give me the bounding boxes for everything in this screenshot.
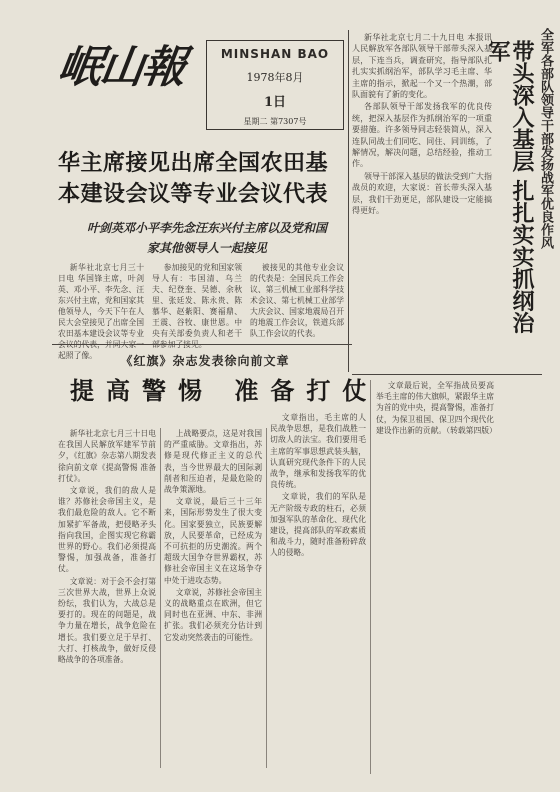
paragraph: 文章说，苏修社会帝国主义的战略重点在欧洲，但它同时也在亚洲、中东、非洲扩张。我们必须充分估计到它发动突然袭击的可能性。 xyxy=(164,587,262,642)
article2-col3a xyxy=(270,412,366,774)
paragraph: 新华社北京七月三十日电 华国锋主席，叶剑英、邓小平、李先念、汪东兴付主席，党和国家其他领导人，今天下午在人民大会堂接见了出席全国农田基本建设会议等专业 起照了像。 xyxy=(58,263,144,360)
issue-day: 1日 xyxy=(263,95,287,110)
lead-article-col1 xyxy=(58,262,144,360)
newspaper-masthead: 岷山報 xyxy=(54,42,188,93)
horizontal-rule xyxy=(52,344,352,345)
paragraph: 上战略要点，这是对我国的严重威胁。文章指出，苏修是现代修正主义的总代表，当今世界最大的国际剥削者和压迫者，是最危险的战争策源地。 xyxy=(164,429,262,495)
article2-col1 xyxy=(58,428,156,768)
article2-col2 xyxy=(164,428,262,768)
paragraph: 新华社北京七月二十九日电 本报讯 人民解放军各部队领导干部带头深入基层，下连当兵，调查研究，指导部队扎扎实实抓纲治军，部队学习毛主席、华主席的指示，掀起一个又一个热潮，部队面貌有了新的变化。 xyxy=(352,33,492,100)
column-rule xyxy=(370,380,371,774)
paragraph: 文章指出，毛主席的人民战争思想，是我们战胜一切敌人的法宝。我们要用毛主席的军事思想武装头脑，认真研究现代条件下的人民战争，继承和发扬我军的优良传统。 xyxy=(270,413,366,490)
paragraph: 文章说：对于会不会打第三次世界大战，世界上众说纷纭，我们认为，大战总是要打的。现在的问题是，战争力量在增长，战争危险在增长。我们要立足于早打、大打、打核战争，做好反侵略战争的各项准备。 xyxy=(58,576,156,665)
column-rule xyxy=(160,428,161,768)
paper-name-latin: MINSHAN BAO xyxy=(220,47,330,61)
issue-meta: 星期二 第7307号 xyxy=(243,117,307,126)
slogan-small: 全军各部队领导干部发扬战军优良作风 xyxy=(538,28,553,249)
main-subhead: 叶剑英邓小平李先念汪东兴付主席以及党和国家其他领导人一起接见 xyxy=(86,221,327,255)
horizontal-rule xyxy=(352,374,542,375)
paragraph: 领导干部深入基层的做法受到广大指战员的欢迎，大家说：首长带头深入基层，我们干劲更足，部队建设一定能搞得更好。 xyxy=(352,171,492,216)
paragraph: 文章说，我们的敌人是谁？苏修社会帝国主义，是我们最危险的敌人。它不断加紧扩军备战，把侵略矛头指向我国，企图实现它称霸世界的野心。我们必须提高警惕，加强战备，准备打仗。 xyxy=(58,486,156,574)
paragraph: 文章说，最后三十三年来，国际形势发生了很大变化。国家要独立，民族要解放，人民要革命，已经成为不可抗拒的历史潮流。两个超级大国争夺世界霸权，苏修社会帝国主义在这场争夺中处于进攻态势。 xyxy=(164,497,262,585)
paragraph: 文章说，我们的军队是无产阶级专政的柱石，必须加强军队的革命化、现代化建设，提高部队的军政素质和战斗力，随时准备粉碎敌人的侵略。 xyxy=(270,492,366,558)
paragraph: 新华社北京七月三十日电 在我国人民解放军建军节前夕，《红旗》杂志第八期发表徐向前文章《提高警惕 准备打仗》。 xyxy=(58,429,156,483)
slogan-big: 带头深入基层 扎扎实实抓纲治军 xyxy=(485,40,535,334)
paragraph: 各部队领导干部发扬我军的优良传统，把深入基层作为抓纲治军的一项重要措施。许多领导同志轻装简从，深入连队同战士们同吃、同住、同训练，了解情况，解决问题，总结经验，推动工作。 xyxy=(352,102,492,169)
column-rule xyxy=(266,428,267,768)
paragraph: 被接见的其他专业会议的代表是：全国民兵工作会议、第三机械工业部科学技术会议、第七机械工业部学大庆会议、国家地震局召开的地震工作会议，铁道兵部队工作会议的代表。 xyxy=(250,263,344,338)
vertical-rule xyxy=(348,30,349,372)
lead-article-col3 xyxy=(250,262,344,338)
article2-headline: 提高警惕 准备打仗 xyxy=(70,377,379,405)
article2-col3b xyxy=(376,380,497,772)
top-right-article xyxy=(352,32,492,370)
lead-article-col2 xyxy=(152,262,242,338)
paragraph: 参加接见的党和国家领导人有：韦国清、乌兰夫、纪登奎、吴德、余秋里、张廷发、陈永贵、陈慕华、赵紫阳、赛福鼎、王震、谷牧、康世恩。中央有关部委负责人和老干 xyxy=(152,263,242,338)
issue-date: 1978年8月 xyxy=(246,71,304,84)
paragraph: 文章最后说，全军指战员要高举毛主席的伟大旗帜，紧跟华主席为首的党中央，提高警惕，准备打仗，为保卫祖国、保卫四个现代化建设作出新的贡献。（转载第四版） xyxy=(376,381,497,435)
article2-kicker: 《红旗》杂志发表徐向前文章 xyxy=(120,354,290,368)
date-block xyxy=(206,40,344,130)
main-headline: 华主席接见出席全国农田基本建设会议等专业会议代表 xyxy=(58,151,329,207)
